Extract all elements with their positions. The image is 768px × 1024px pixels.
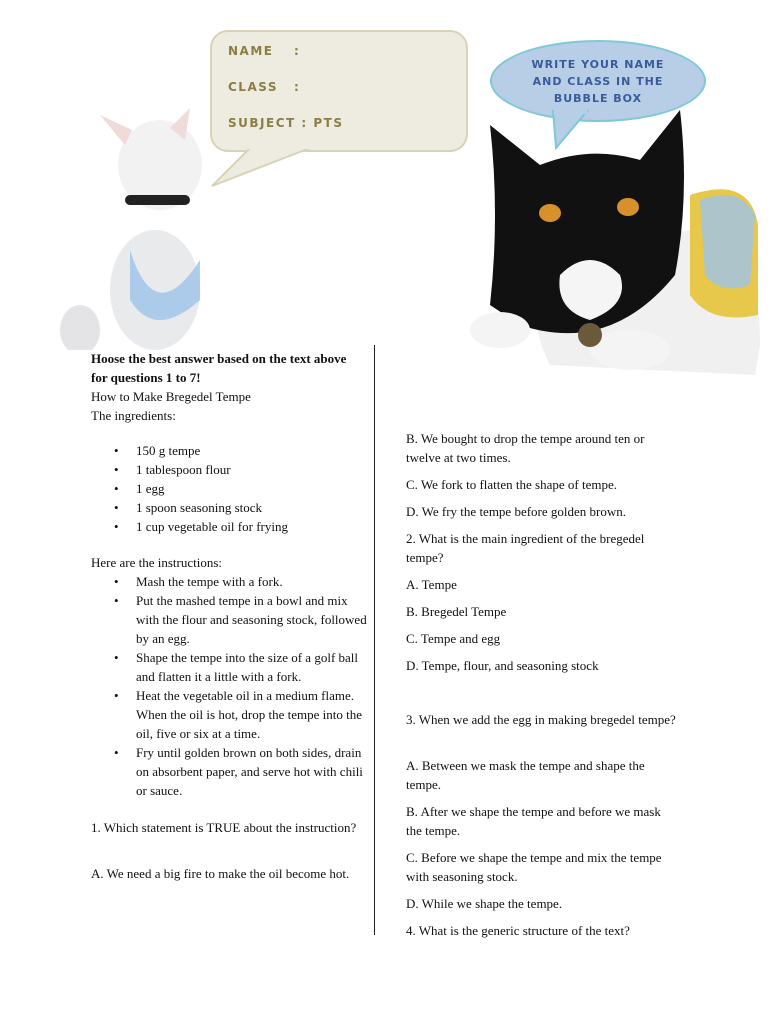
question-4: 4. What is the generic structure of the text?: [406, 923, 630, 938]
q1-option-a: A. We need a big fire to make the oil become hot.: [91, 866, 350, 881]
bubble-tail-2: [548, 110, 598, 150]
q2-option-d: D. Tempe, flour, and seasoning stock: [406, 658, 599, 673]
ingredients-list: [91, 441, 363, 536]
question-1: 1. Which statement is TRUE about the instruction?: [91, 820, 357, 835]
list-item: • 1 spoon seasoning stock: [91, 498, 363, 517]
q2-option-b: B. Bregedel Tempe: [406, 604, 507, 619]
class-field[interactable]: :: [294, 80, 301, 94]
bubble-tail: [210, 146, 320, 188]
list-item: • 1 tablespoon flour: [91, 460, 363, 479]
list-item: • Shape the tempe into the size of a golf ball and flatten it a little with a fork.: [91, 648, 371, 686]
black-cat-image: [460, 105, 760, 380]
list-item: • 1 egg: [91, 479, 363, 498]
instructions-list: [91, 572, 371, 800]
question-3: 3. When we add the egg in making bregedel tempe?: [406, 712, 676, 727]
column-divider: [374, 345, 375, 935]
instructions-heading: Hoose the best answer based on the text above for questions 1 to 7!: [91, 351, 347, 385]
q3-option-d: D. While we shape the tempe.: [406, 896, 563, 911]
q2-option-a: A. Tempe: [406, 577, 457, 592]
list-item: • Mash the tempe with a fork.: [91, 572, 371, 591]
question-2: 2. What is the main ingredient of the bregedel tempe?: [406, 531, 645, 565]
list-item: • Put the mashed tempe in a bowl and mix with the flour and seasoning stock, followed by an egg.: [91, 591, 371, 648]
ingredients-label: The ingredients:: [91, 408, 176, 423]
q3-option-a: A. Between we mask the tempe and shape the tempe.: [406, 758, 645, 792]
subject-label: SUBJECT : PTS: [228, 116, 344, 130]
instruction-bubble: [490, 40, 706, 122]
name-field[interactable]: :: [294, 44, 301, 58]
name-label: NAME: [228, 44, 274, 58]
q3-option-b: B. After we shape the tempe and before we mask the tempe.: [406, 804, 661, 838]
list-item: • 150 g tempe: [91, 441, 363, 460]
instructions-label: Here are the instructions:: [91, 555, 223, 570]
class-label: CLASS: [228, 80, 278, 94]
instruction-bubble-text: WRITE YOUR NAME AND CLASS IN THE BUBBLE BOX: [531, 58, 665, 105]
q2-option-c: C. Tempe and egg: [406, 631, 501, 646]
text-title: How to Make Bregedel Tempe: [91, 389, 251, 404]
q1-option-d: D. We fry the tempe before golden brown.: [406, 504, 627, 519]
q3-option-c: C. Before we shape the tempe and mix the tempe with seasoning stock.: [406, 850, 662, 884]
q1-option-b: B. We bought to drop the tempe around ten or twelve at two times.: [406, 431, 645, 465]
list-item: • Fry until golden brown on both sides, drain on absorbent paper, and serve hot with chili or sauce.: [91, 743, 371, 800]
name-class-bubble: [210, 30, 468, 152]
list-item: • 1 cup vegetable oil for frying: [91, 517, 363, 536]
list-item: • Heat the vegetable oil in a medium flame. When the oil is hot, drop the tempe into the oil, five or six at a time.: [91, 686, 371, 743]
q1-option-c: C. We fork to flatten the shape of tempe.: [406, 477, 617, 492]
